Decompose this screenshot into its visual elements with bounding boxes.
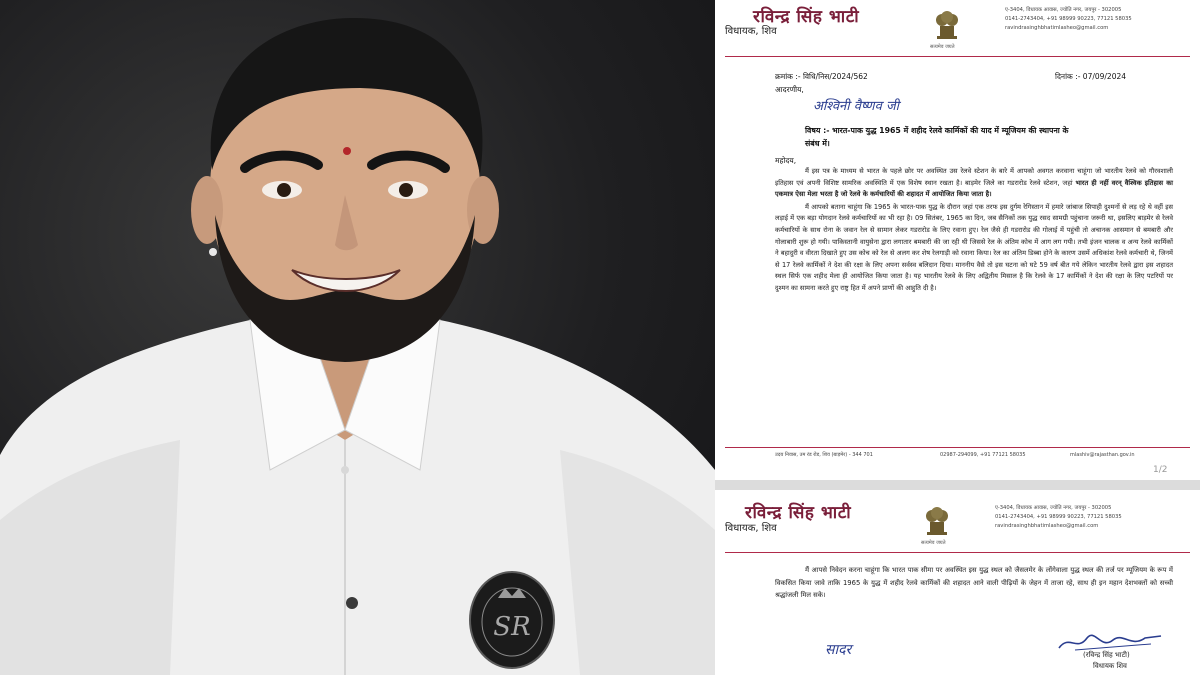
national-emblem-icon [917,500,957,540]
footer-email: mlashiv@rajasthan.gov.in [1070,452,1135,458]
letter-page-1 [715,0,1200,480]
letter-page-2 [715,490,1200,675]
svg-text:SR: SR [493,612,531,642]
body-paragraph-2: मैं आपको बताना चाहूंगा कि 1965 के भारत-पाक युद्ध के दौरान जहां एक तरफ इस दुर्गम रेगिस्तान में हमारे जांबाज सिपाही दुश्मनों से लड़ रहे थे वहीं इस लड़ाई में एक बड़ा योगदान रेलवे कर्मचारियों का भी रहा है। 09 सितंबर, 1965 का दिन, जब सैनिकों तक युद्ध रसद सामग्री पहुंचाना जरूरी था, इसलिए बाड़मेर से रेलवे कर्मचारियों के साथ रोना के जवान रेल से सामान लेकर गडरारोड के लिए रवाना हुए। रेल जैसे ही गडरारोड की गोलाई में पहुंची तो अचानक आसमान से बमबारी और गोलाबारी शुरू हो गयी। पाकिस्तानी वायुसेना द्वारा लगातार बमबारी की जा रही थी जिससे रेल के अंतिम कोच में आग लग गयी। तभी इंजन चालक व अन्य रेलवे कार्मिकों ने बहादुरी व वीरता दिखाते हुए उस कोच को रेल से अलग कर शेष रेलगाड़ी को रवाना किया। रेल का अंतिम डिब्बा होने के कारण उसमें अधिकांश रेलवे कर्मचारी थे, जिनमें से 17 रेलवे कार्मिकों ने देश की रक्षा के लिए अपना सर्वस्व बलिदान दिया। माननीय वैसे तो इस घटना को घटे 59 वर्ष बीत गये लेकिन भारतीय रेलवे द्वारा इस शहादत स्थल सिर्फ एक शहीद मेला ही आयोजित किया जाता है। यह भारतीय रेलवे के लिए अद्वितीय मिसाल है कि रेलवे के 17 कार्मिकों ने देश की रक्षा के लिए पटरियों पर दुश्मन का सामना करते हुए राष्ट्र हित में अपने प्राणों की आहुति दी है। [775,202,1173,292]
body-paragraph-p2: मैं आपसे निवेदन करना चाहूंगा कि भारत पाक सीमा पर अवस्थित इस युद्ध स्थल को जैसलमेर के लोंगेवाला युद्ध स्थल की तर्ज पर म्यूजियम के रूप में विकसित किया जावे ताकि 1965 के युद्ध में शहीद रेलवे कार्मिकों की शहादत आने वाली पीढ़ियों के जेहन में ताजा रहे, साथ ही इन महान देशभक्तों को सच्ची श्रद्धांजली मिल सके। [775,566,1173,599]
contact-address: ए-3404, विधायक आवास, ज्योति नगर, जयपुर - 302005 [1005,7,1122,13]
letterhead-name: रविन्द्र सिंह भाटी [753,7,860,27]
letterhead-designation-p2: विधायक, शिव [725,523,777,534]
letter-subject: विषय :- भारत-पाक युद्ध 1965 में शहीद रेलवे कार्मिकों की याद में म्यूजियम की स्थापना के संबंध में। [805,126,1069,148]
letterhead-divider [725,56,1190,57]
national-emblem-icon [927,4,967,44]
contact-address-p2: ए-3404, विधायक आवास, ज्योति नगर, जयपुर - 302005 [995,505,1112,511]
letterhead-contact-p2 [995,504,1180,531]
letter-body [775,166,1173,296]
letterhead-designation: विधायक, शिव [725,26,777,37]
signatory-name: (रविन्द्र सिंह भाटी) [1083,651,1130,659]
recipient-handwritten: अश्विनी वैष्णव जी [813,99,899,114]
footer-phone: 02987-294099, +91 77121 58035 [940,452,1026,458]
letter-scan-panel [715,0,1200,675]
reference-number: क्रमांक :- विधि/निस/2024/562 [775,72,868,81]
letter-body-p2 [775,564,1173,603]
letterhead-divider-p2 [725,552,1190,553]
footer-address: उदय निवास, उम रंड रोड, शिव (बाड़मेर) - 344 701 [775,452,873,458]
closing-handwritten: सादर [825,642,852,658]
body-paragraph-1: मैं इस पत्र के माध्यम से भारत के पहले छोर पर अवस्थित उस रेलवे स्टेशन के बारे में आपको अवगत करवाना चाहूंगा जो भारतीय रेलवे को गौरवशाली इतिहास एवं अपनी विशिष्ट सामरिक अवस्थिति में एक विशेष स्थान रखता है। बाड़मेर जिले का गडरारोड रेलवे स्टेशन, जहां [775,167,1173,187]
contact-phone-p2: 0141-2743404, +91 98999 90223, 77121 58035 [995,514,1122,520]
emblem-caption-p2: सत्यमेव जयते [921,540,946,546]
contact-email-p2: ravindrasinghbhatimlasheo@gmail.com [995,523,1099,529]
emblem-caption: सत्यमेव जयते [930,44,955,50]
pocket-crest-icon [470,572,554,668]
letter-date: दिनांक :- 07/09/2024 [1055,72,1127,81]
contact-phone: 0141-2743404, +91 98999 90223, 77121 58035 [1005,16,1132,22]
contact-email: ravindrasinghbhatimlasheo@gmail.com [1005,25,1109,31]
letterhead-name-p2: रविन्द्र सिंह भाटी [745,503,852,523]
letterhead-contact [1005,6,1190,33]
page-number: 1/2 [1153,465,1168,475]
salutation: आदरणीय, [775,85,804,94]
signatory-designation: विधायक शिव [1093,662,1127,670]
footer-divider [725,447,1190,448]
greeting: महोदय, [775,156,797,165]
body-paragraph-1-bold: भारत ही नहीं वरन् वैश्विक इतिहास का एकमात्र ऐसा मेला भरता है जो रेलवे के कर्मचारियों की शहादत में आयोजित किया जाता है। [775,178,1173,199]
